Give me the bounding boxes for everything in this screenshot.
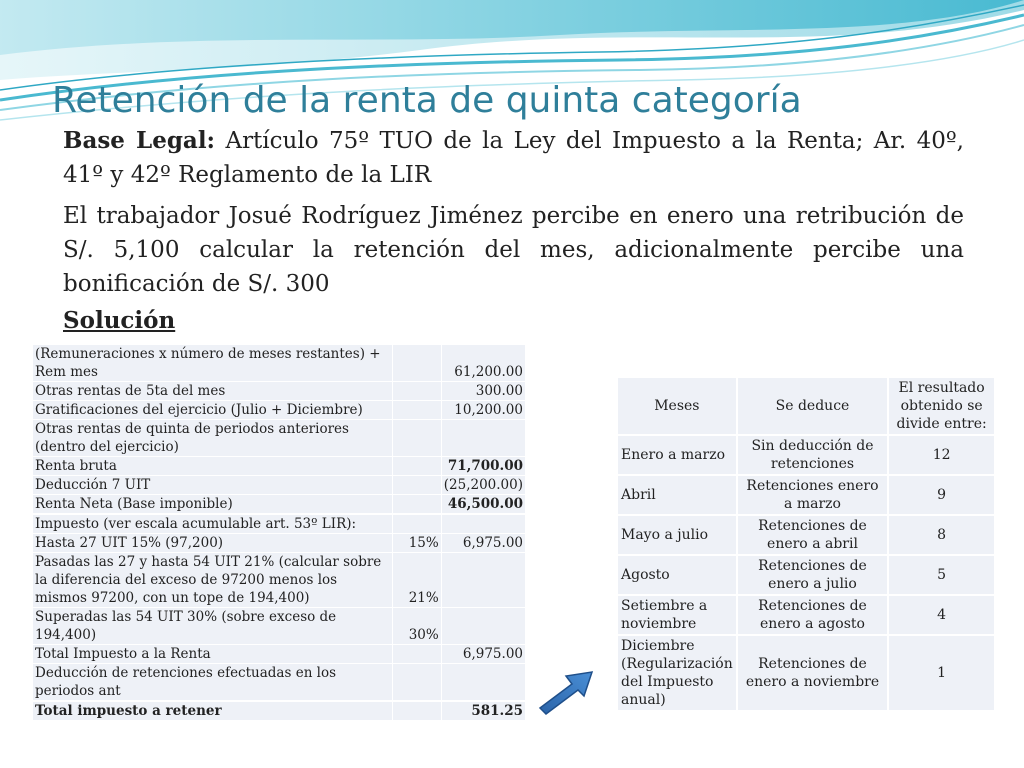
calc-value <box>441 515 525 534</box>
calc-label: Gratificaciones del ejercicio (Julio + Diciembre) <box>33 401 393 420</box>
calc-value: 6,975.00 <box>441 645 525 664</box>
calc-label: Deducción de retenciones efectuadas en los periodos ant <box>33 664 393 701</box>
calc-table-row <box>33 515 526 534</box>
calc-label: Impuesto (ver escala acumulable art. 53º LIR): <box>33 515 393 534</box>
row-meses: Agosto <box>617 555 737 595</box>
calc-percent <box>393 645 442 664</box>
problem-statement: El trabajador Josué Rodríguez Jiménez percibe en enero una retribución de S/. 5,100 calcular la retención del mes, adicionalmente percibe una bonificación de S/. 300 <box>63 203 964 297</box>
row-se-deduce: Retenciones de enero a julio <box>737 555 889 595</box>
calc-percent <box>393 401 442 420</box>
calc-percent <box>393 495 442 514</box>
row-divide-entre: 4 <box>888 595 995 635</box>
calc-percent: 30% <box>393 608 442 645</box>
legal-basis-paragraph <box>63 124 964 192</box>
calc-label: Renta bruta <box>33 457 393 476</box>
calc-table-row <box>33 608 526 645</box>
calc-value <box>441 420 525 457</box>
row-meses: Enero a marzo <box>617 435 737 475</box>
calc-label: Total impuesto a retener <box>33 702 393 721</box>
calc-percent: 15% <box>393 534 442 553</box>
calc-label: Renta Neta (Base imponible) <box>33 495 393 514</box>
calc-table-row <box>33 382 526 401</box>
row-meses: Abril <box>617 475 737 515</box>
months-table-row <box>617 555 995 595</box>
calc-table-row <box>33 457 526 476</box>
calc-table-row <box>33 534 526 553</box>
row-divide-entre: 9 <box>888 475 995 515</box>
legal-basis-label: Base Legal: <box>63 127 216 154</box>
calc-table-row <box>33 420 526 457</box>
calc-table-row <box>33 645 526 664</box>
calc-percent: 21% <box>393 553 442 608</box>
calc-table-row <box>33 664 526 701</box>
legal-basis-text: Artículo 75º TUO de la Ley del Impuesto a la Renta; Ar. 40º, 41º y 42º Reglamento de la LIR <box>63 128 964 188</box>
calc-value: 10,200.00 <box>441 401 525 420</box>
row-divide-entre: 12 <box>888 435 995 475</box>
slide-title: Retención de la renta de quinta categoría <box>52 80 802 121</box>
calc-label: (Remuneraciones x número de meses restantes) + Rem mes <box>33 345 393 382</box>
months-table-row <box>617 635 995 711</box>
calc-label: Superadas las 54 UIT 30% (sobre exceso de 194,400) <box>33 608 393 645</box>
calc-percent <box>393 382 442 401</box>
header-meses: Meses <box>617 377 737 435</box>
row-se-deduce: Retenciones de enero a abril <box>737 515 889 555</box>
calc-table-row <box>33 401 526 420</box>
calc-label: Hasta 27 UIT 15% (97,200) <box>33 534 393 553</box>
row-meses: Diciembre (Regularización del Impuesto anual) <box>617 635 737 711</box>
row-se-deduce: Retenciones de enero a agosto <box>737 595 889 635</box>
months-table-row <box>617 435 995 475</box>
calc-table-row <box>33 553 526 608</box>
months-table-row <box>617 595 995 635</box>
calc-percent <box>393 457 442 476</box>
calc-percent <box>393 420 442 457</box>
row-se-deduce: Sin deducción de retenciones <box>737 435 889 475</box>
months-table <box>616 376 996 712</box>
calc-value: 300.00 <box>441 382 525 401</box>
header-se-deduce: Se deduce <box>737 377 889 435</box>
calc-value: 46,500.00 <box>441 495 525 514</box>
months-table-header <box>617 377 995 435</box>
row-meses: Setiembre a noviembre <box>617 595 737 635</box>
calc-value: 71,700.00 <box>441 457 525 476</box>
calc-percent <box>393 515 442 534</box>
calc-table-row <box>33 345 526 382</box>
calc-label: Total Impuesto a la Renta <box>33 645 393 664</box>
calc-table-row <box>33 495 526 514</box>
calc-table-row <box>33 476 526 495</box>
row-divide-entre: 5 <box>888 555 995 595</box>
row-se-deduce: Retenciones enero a marzo <box>737 475 889 515</box>
calc-label: Deducción 7 UIT <box>33 476 393 495</box>
header-divide-entre: El resultado obtenido se divide entre: <box>888 377 995 435</box>
row-meses: Mayo a julio <box>617 515 737 555</box>
calc-label: Pasadas las 27 y hasta 54 UIT 21% (calcular sobre la diferencia del exceso de 97200 menos los mismos 97200, con un tope de 194,400) <box>33 553 393 608</box>
calc-table-row <box>33 702 526 721</box>
calc-value <box>441 664 525 701</box>
row-se-deduce: Retenciones de enero a noviembre <box>737 635 889 711</box>
solution-heading: Solución <box>63 307 176 334</box>
calc-percent <box>393 476 442 495</box>
calc-value: 6,975.00 <box>441 534 525 553</box>
row-divide-entre: 1 <box>888 635 995 711</box>
calc-value <box>441 553 525 608</box>
calc-percent <box>393 664 442 701</box>
calc-value: 61,200.00 <box>441 345 525 382</box>
calc-label: Otras rentas de quinta de periodos anteriores (dentro del ejercicio) <box>33 420 393 457</box>
calc-percent <box>393 345 442 382</box>
calc-percent <box>393 702 442 721</box>
calc-label: Otras rentas de 5ta del mes <box>33 382 393 401</box>
calc-value <box>441 608 525 645</box>
row-divide-entre: 8 <box>888 515 995 555</box>
calc-value: (25,200.00) <box>441 476 525 495</box>
calc-value: 581.25 <box>441 702 525 721</box>
months-table-row <box>617 475 995 515</box>
arrow-right-up-icon <box>536 666 596 716</box>
months-table-row <box>617 515 995 555</box>
calculation-table <box>32 344 526 721</box>
